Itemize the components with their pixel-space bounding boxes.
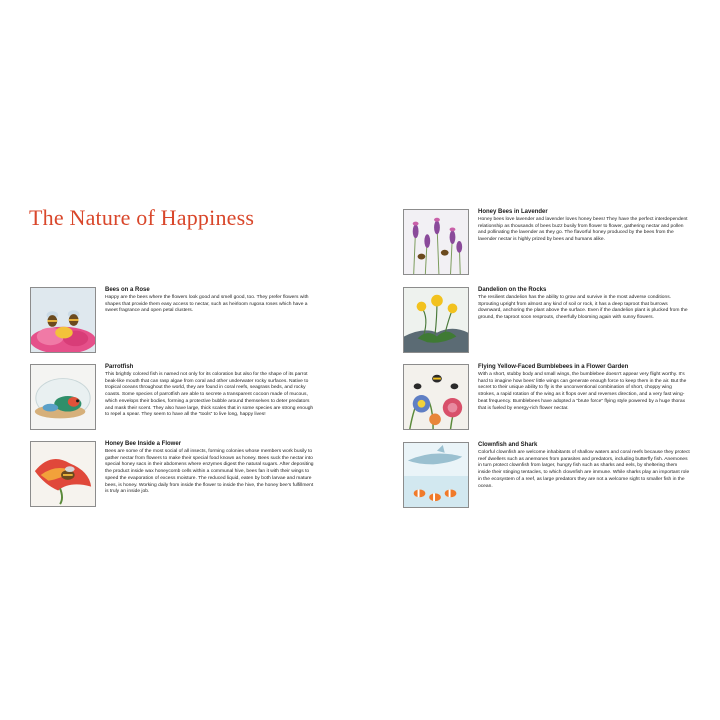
dandelion-rocks-illustration [403, 287, 469, 353]
entry-bees-in-lavender [403, 209, 690, 275]
clownfish-shark-illustration [403, 442, 469, 508]
entry-body: This brightly colored fish is named not only for its coloration but also for the shape of its parrot beak-like mouth that can rasp algae from coral and other underwater rocky surfaces. Native to tropical oceans throughout the world, they are found in coral reefs, seagrass beds, and rocky coasts. Some species of parrotfish are able to secrete a transparent cocoon made of mucous, which envelops their bodies, forming a protective bubble around themselves to deter predators and mask their scent. They also have large, thick scales that in some species are strong enough to repel a spear. They seem to have all the “tools” to live long, happy lives! [105, 372, 314, 418]
bees-in-lavender-illustration [403, 209, 469, 275]
entry-bumblebees-garden [403, 364, 690, 430]
entry-body: With a short, stubby body and small wings, the bumblebee doesn’t appear very flight worthy. It’s hard to imagine how bees’ little wings can generate enough force to keep them in the air. But the secret to their unique ability to fly is the unconventional combination of short, choppy wing strokes, a rapid rotation of the wing as it flops over and reverses direction, and a very fast wing-beat frequency. Bumblebees have adopted a “brute force” flying style powered by a huge thorax that is fueled by energy-rich flower nectar. [478, 372, 687, 411]
entry-honey-bee-flower [30, 441, 317, 507]
entry-body: Happy are the bees where the flowers look good and smell good, too. They prefer flowers with shapes that provide them easy access to nectar, such as heirloom rugosa roses which have a sweet fragrance and open petal clusters. [105, 295, 309, 314]
entry-title: Honey Bees in Lavender [478, 209, 548, 215]
entry-title: Flying Yellow-Faced Bumblebees in a Flower Garden [478, 364, 629, 370]
entry-title: Bees on a Rose [105, 287, 150, 293]
entry-parrotfish [30, 364, 317, 430]
entry-clownfish-shark [403, 442, 690, 508]
page-title: The Nature of Happiness [29, 205, 255, 230]
entry-body: Honey bees love lavender and lavender loves honey bees! They have the perfect interdependent relationship as thousands of bees buzz busily from flower to flower, gathering nectar and pollen and pollinating the lavender as they go. The flavorful honey produced by the bees from the lavender nectar is highly prized by bees and humans alike. [478, 217, 688, 243]
entry-title: Dandelion on the Rocks [478, 287, 547, 293]
honey-bee-flower-illustration [30, 441, 96, 507]
bumblebees-garden-illustration [403, 364, 469, 430]
entry-bees-on-rose [30, 287, 317, 353]
bees-on-rose-illustration [30, 287, 96, 353]
entry-dandelion-rocks [403, 287, 690, 353]
entry-body: The resilient dandelion has the ability to grow and survive in the most adverse conditions. Sprouting upright from almost any kind of soil or rock, it has a deep taproot that burrows downward, anchoring the plant above the surface. Even if the dandelion plant is plucked from the ground, the taproot soon resprouts, cheerfully blooming again with sunny flowers. [478, 295, 688, 321]
entry-body: Colorful clownfish are welcome inhabitants of shallow waters and coral reefs because they protect reef dwellers such as anemones from parasites and predators, including butterfly fish. Anemones in turn protect clownfish from larger, hungry fish such as sharks and eels, by sheltering them inside their stinging tentacles, to which clownfish are immune. While sharks play an important role in the ecosystem of a reef, as large predators they are not a welcome sight to smaller fish in the ocean. [478, 450, 690, 489]
parrotfish-illustration [30, 364, 96, 430]
entry-title: Parrotfish [105, 364, 134, 370]
entry-title: Clownfish and Shark [478, 442, 538, 448]
entry-body: Bees are some of the most social of all insects, forming colonies whose members work busily to gather nectar from flowers to make their special food known as honey. Bees suck the nectar into special honey sacs in their abdomens where enzymes digest the natural sugars. After depositing the product inside wax honeycomb cells within a communal hive, bees fan it with their wings to speed the evaporation of excess moisture. The reduced liquid, eaten by both larvae and mature bees, is honey. Working daily from inside the flower to inside the hive, the honey bee’s fulfillment is truly an inside job. [105, 449, 314, 495]
entry-title: Honey Bee Inside a Flower [105, 441, 182, 447]
